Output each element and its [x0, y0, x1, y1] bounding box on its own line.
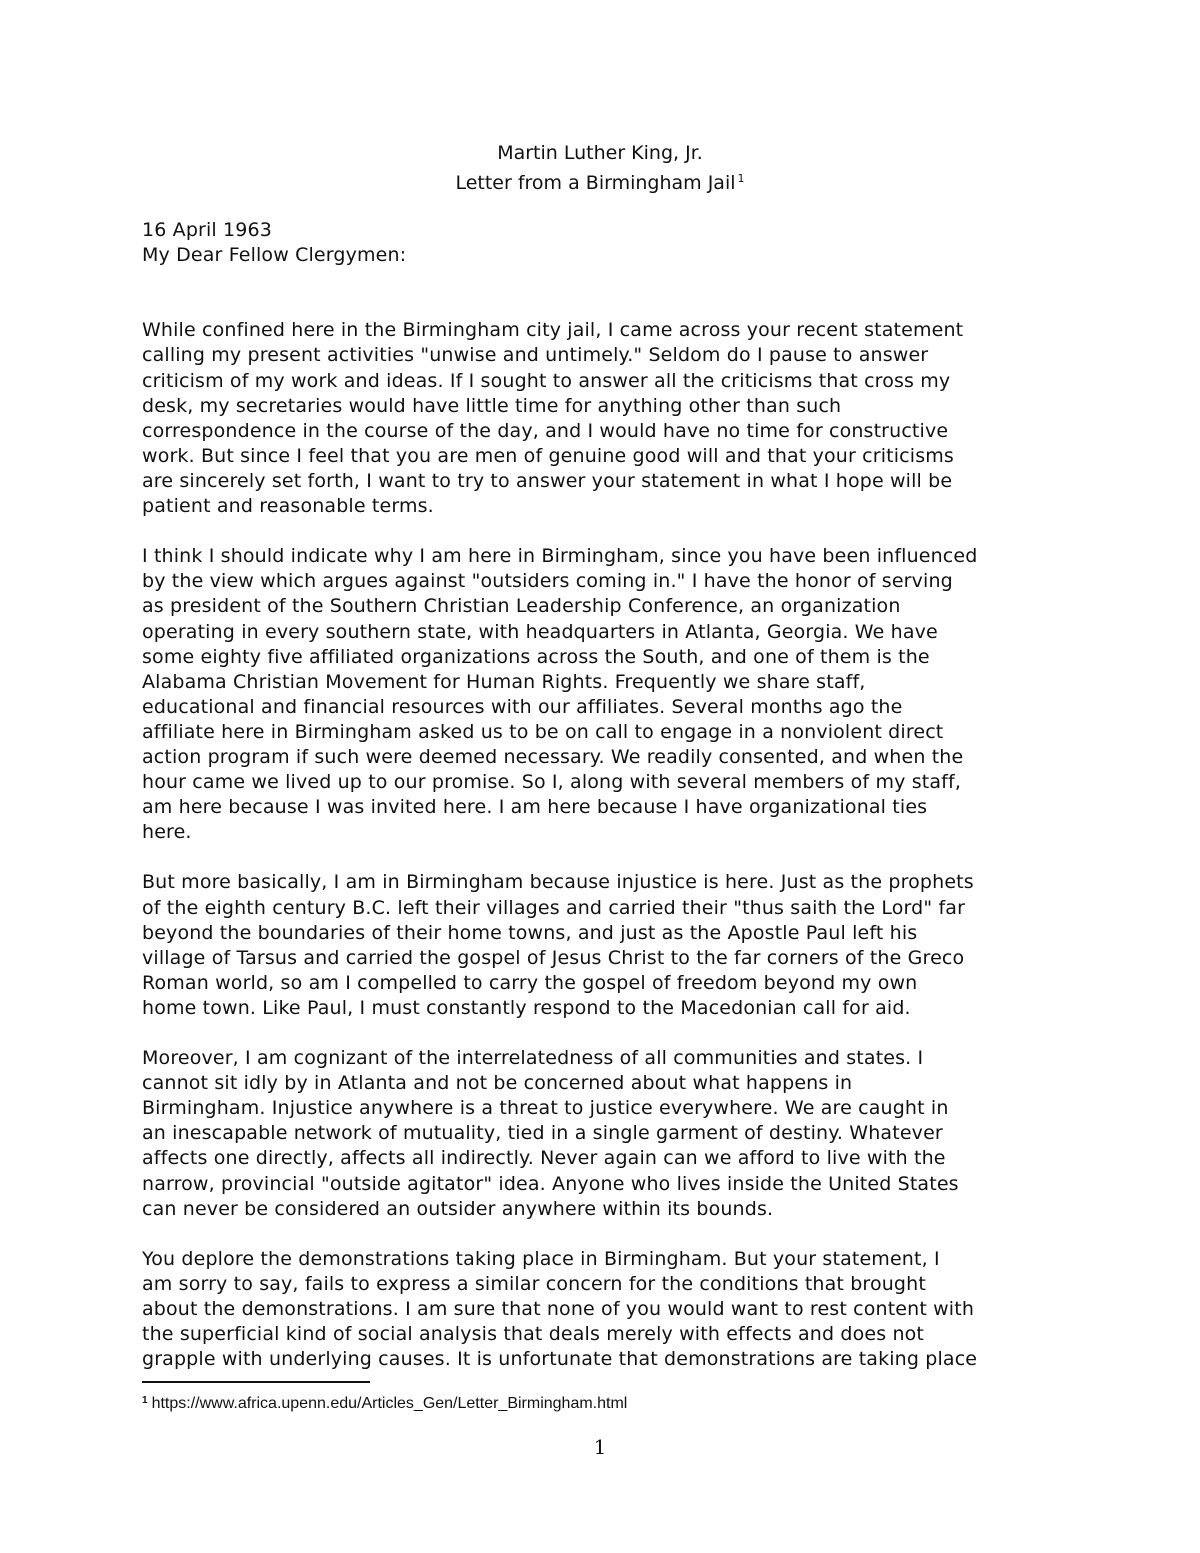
page-number: 1	[593, 1435, 607, 1459]
paragraph-line: criticism of my work and ideas. If I sought to answer all the criticisms that cross my	[142, 369, 951, 392]
paragraph-line: grapple with underlying causes. It is unfortunate that demonstrations are taking place	[142, 1348, 978, 1371]
paragraph-line: patient and reasonable terms.	[142, 495, 434, 518]
paragraph-line: home town. Like Paul, I must constantly respond to the Macedonian call for aid.	[142, 996, 911, 1019]
paragraph-line: work. But since I feel that you are men of genuine good will and that your criticisms	[142, 444, 954, 467]
paragraph-line: are sincerely set forth, I want to try to answer your statement in what I hope will be	[142, 469, 953, 492]
paragraph-line: Birmingham. Injustice anywhere is a threat to justice everywhere. We are caught in	[142, 1097, 949, 1120]
letter-paragraph	[142, 1247, 1082, 1372]
title-footnote-marker: 1	[737, 172, 745, 185]
paragraph-line: village of Tarsus and carried the gospel of Jesus Christ to the far corners of the Greco	[142, 946, 965, 969]
paragraph-line: operating in every southern state, with headquarters in Atlanta, Georgia. We have	[142, 620, 938, 643]
letter-paragraphs	[142, 318, 1082, 1372]
paragraph-line: Roman world, so am I compelled to carry the gospel of freedom beyond my own	[142, 971, 918, 994]
paragraph-line: Alabama Christian Movement for Human Rights. Frequently we share staff,	[142, 670, 866, 693]
letter-date: 16 April 1963	[142, 219, 272, 241]
author-line: Martin Luther King, Jr.	[497, 142, 703, 164]
paragraph-line: narrow, provincial "outside agitator" idea. Anyone who lives inside the United States	[142, 1172, 959, 1195]
paragraph-line: I think I should indicate why I am here in Birmingham, since you have been influenced	[142, 545, 978, 568]
paragraph-line: here.	[142, 821, 192, 844]
paragraph-line: about the demonstrations. I am sure that none of you would want to rest content with	[142, 1298, 975, 1321]
paragraph-line: correspondence in the course of the day, and I would have no time for constructive	[142, 419, 949, 442]
letter-paragraph	[142, 318, 1082, 519]
letter-paragraph	[142, 544, 1082, 845]
paragraph-line: some eighty five affiliated organizations across the South, and one of them is the	[142, 645, 930, 668]
paragraph-line: affects one directly, affects all indirectly. Never again can we afford to live with the	[142, 1147, 946, 1170]
paragraph-line: affiliate here in Birmingham asked us to be on call to engage in a nonviolent direct	[142, 720, 944, 743]
paragraph-line: by the view which argues against "outsiders coming in." I have the honor of serving	[142, 570, 953, 593]
paragraph-line: hour came we lived up to our promise. So I, along with several members of my staff,	[142, 771, 962, 794]
letter-paragraph	[142, 870, 1082, 1021]
paragraph-line: of the eighth century B.C. left their villages and carried their "thus saith the Lord" far	[142, 896, 966, 919]
paragraph-line: as president of the Southern Christian Leadership Conference, an organization	[142, 595, 901, 618]
footnote-text: https://www.africa.upenn.edu/Articles_Gen/Letter_Birmingham.html	[151, 1395, 628, 1412]
paragraph-line: am sorry to say, fails to express a similar concern for the conditions that brought	[142, 1272, 926, 1295]
paragraph-line: Moreover, I am cognizant of the interrelatedness of all communities and states. I	[142, 1047, 924, 1070]
paragraph-line: educational and financial resources with our affiliates. Several months ago the	[142, 695, 903, 718]
salutation-block	[142, 218, 1082, 268]
footnote-marker: 1	[142, 1395, 148, 1406]
paragraph-line: desk, my secretaries would have little time for anything other than such	[142, 394, 842, 417]
footnote	[142, 1390, 627, 1415]
letter-body	[142, 218, 1082, 1397]
paragraph-line: You deplore the demonstrations taking place in Birmingham. But your statement, I	[142, 1247, 940, 1270]
footnote-separator	[142, 1381, 370, 1383]
paragraph-line: the superficial kind of social analysis that deals merely with effects and does not	[142, 1323, 925, 1346]
paragraph-line: an inescapable network of mutuality, tied in a single garment of destiny. Whatever	[142, 1122, 943, 1145]
paragraph-line: action program if such were deemed necessary. We readily consented, and when the	[142, 745, 964, 768]
paragraph-line: beyond the boundaries of their home towns, and just as the Apostle Paul left his	[142, 921, 918, 944]
paragraph-line: calling my present activities "unwise and untimely." Seldom do I pause to answer	[142, 344, 929, 367]
paragraph-line: cannot sit idly by in Atlanta and not be concerned about what happens in	[142, 1072, 853, 1095]
letter-paragraph	[142, 1046, 1082, 1222]
paragraph-line: can never be considered an outsider anywhere within its bounds.	[142, 1197, 774, 1220]
title-line	[0, 166, 1200, 196]
document-title: Letter from a Birmingham Jail	[455, 172, 736, 194]
paragraph-line: While confined here in the Birmingham city jail, I came across your recent statement	[142, 319, 964, 342]
letter-salutation: My Dear Fellow Clergymen:	[142, 244, 407, 267]
document-heading	[0, 141, 1200, 196]
paragraph-line: am here because I was invited here. I am here because I have organizational ties	[142, 796, 928, 819]
paragraph-line: But more basically, I am in Birmingham because injustice is here. Just as the prophets	[142, 871, 974, 894]
